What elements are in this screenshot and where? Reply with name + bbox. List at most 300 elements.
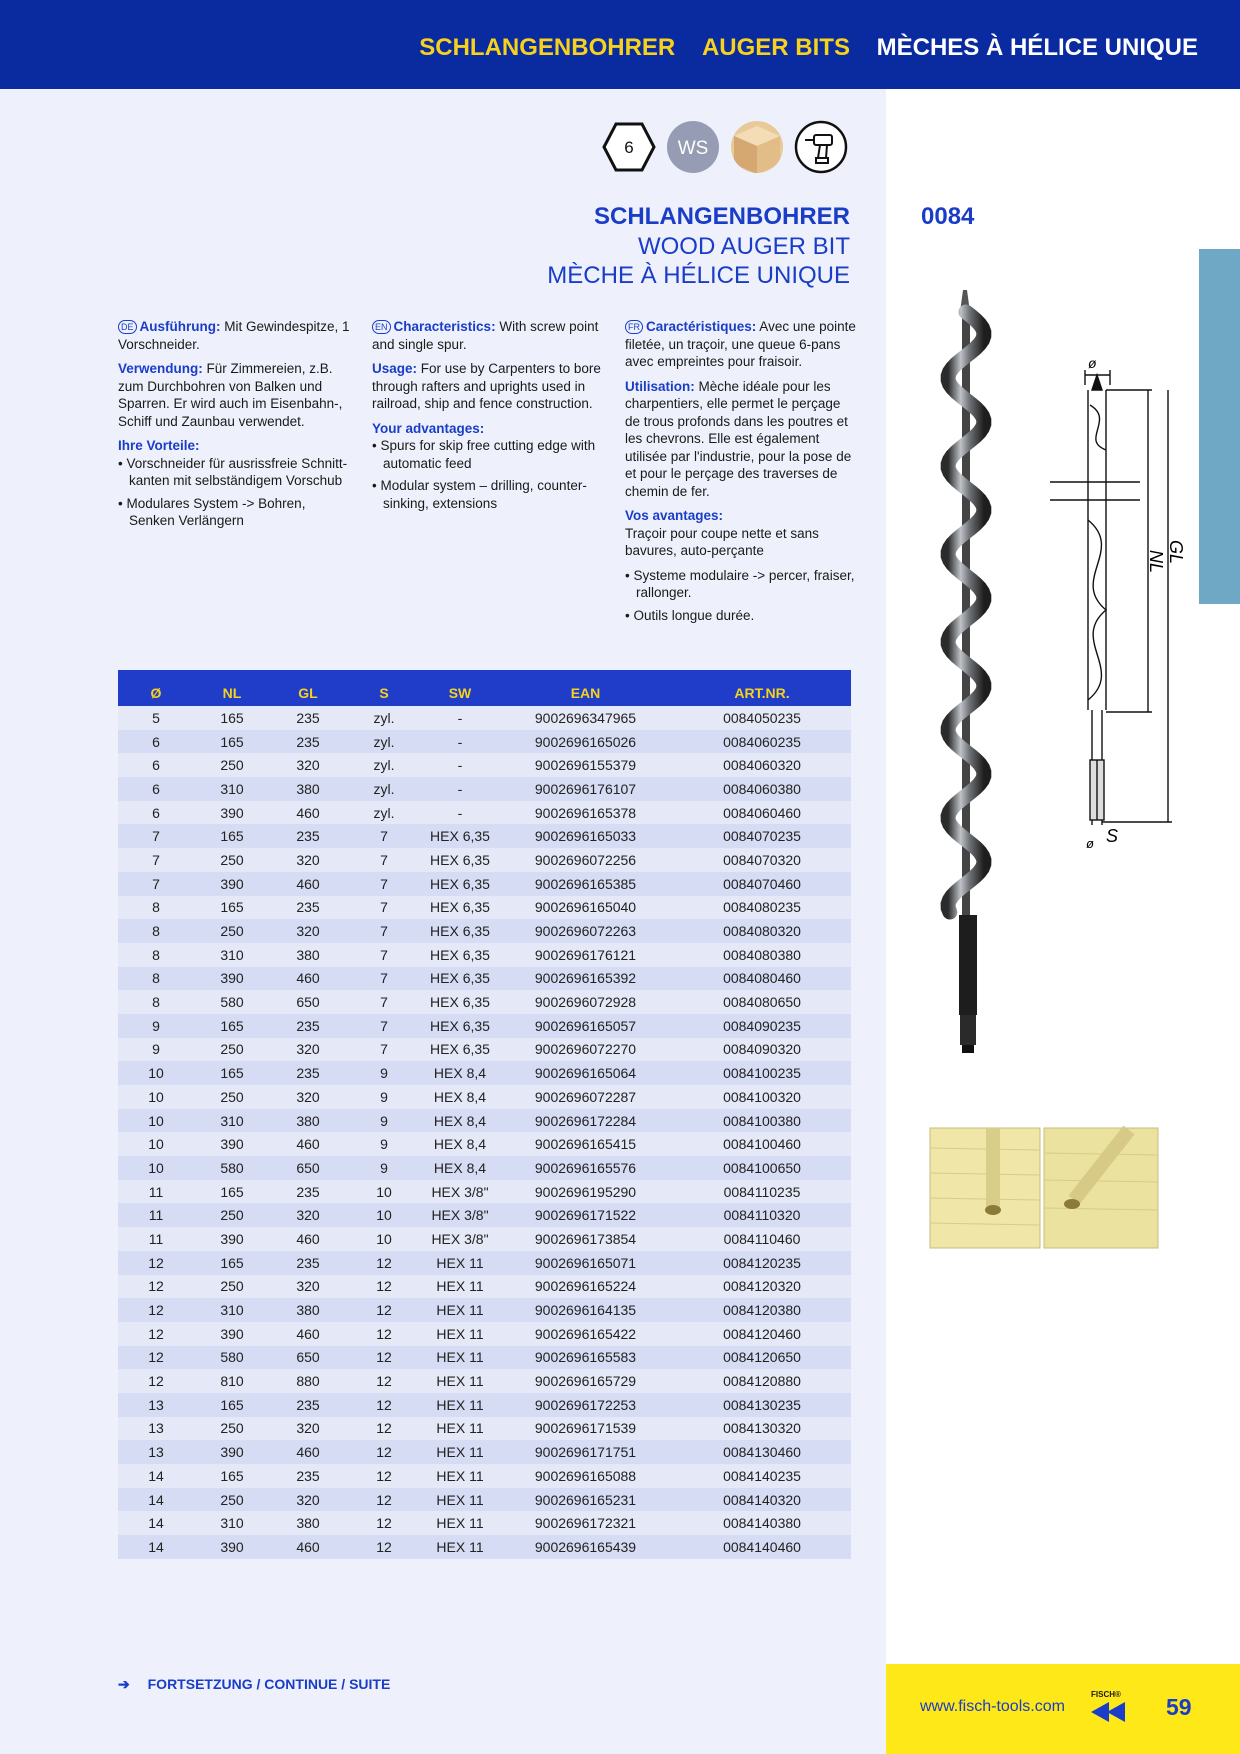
- table-cell: 9002696165057: [498, 1014, 673, 1038]
- table-cell: 0084140460: [673, 1535, 851, 1559]
- auger-bit-image: [940, 290, 1000, 1055]
- table-cell: 0084070235: [673, 824, 851, 848]
- table-cell: 250: [194, 753, 270, 777]
- arrow-right-icon: ➔: [118, 1676, 130, 1692]
- table-cell: 320: [270, 1488, 346, 1512]
- table-row: [118, 1180, 851, 1204]
- table-cell: 9002696165040: [498, 896, 673, 920]
- hex-icon-label: 6: [624, 138, 634, 157]
- table-cell: 0084120235: [673, 1251, 851, 1275]
- table-cell: HEX 8,4: [422, 1132, 498, 1156]
- table-cell: 250: [194, 1203, 270, 1227]
- table-cell: 390: [194, 872, 270, 896]
- table-cell: -: [422, 730, 498, 754]
- table-cell: 320: [270, 1038, 346, 1062]
- table-cell: 0084060235: [673, 730, 851, 754]
- table-cell: 235: [270, 1251, 346, 1275]
- table-cell: zyl.: [346, 777, 422, 801]
- table-cell: 380: [270, 1511, 346, 1535]
- description-de: [118, 318, 350, 537]
- table-cell: 11: [118, 1180, 194, 1204]
- product-title-en: WOOD AUGER BIT: [637, 233, 850, 260]
- table-cell: 0084130235: [673, 1393, 851, 1417]
- table-cell: HEX 6,35: [422, 872, 498, 896]
- table-cell: 580: [194, 990, 270, 1014]
- table-cell: 9002696072928: [498, 990, 673, 1014]
- table-cell: 165: [194, 896, 270, 920]
- table-cell: 5: [118, 706, 194, 730]
- table-cell: 0084120650: [673, 1346, 851, 1370]
- table-cell: HEX 11: [422, 1346, 498, 1370]
- table-cell: HEX 3/8": [422, 1227, 498, 1251]
- ws-material-icon: [666, 120, 720, 174]
- fisch-logo: [1089, 1688, 1127, 1726]
- table-cell: 0084120460: [673, 1322, 851, 1346]
- table-cell: 14: [118, 1511, 194, 1535]
- table-cell: 235: [270, 1393, 346, 1417]
- table-cell: 250: [194, 1488, 270, 1512]
- table-row: [118, 896, 851, 920]
- hex-6-shank-icon: [602, 120, 656, 174]
- table-cell: 165: [194, 1464, 270, 1488]
- table-cell: 0084090320: [673, 1038, 851, 1062]
- table-cell: 7: [346, 967, 422, 991]
- table-cell: 9002696165026: [498, 730, 673, 754]
- drawing-s-label: S: [1106, 826, 1119, 846]
- table-cell: -: [422, 706, 498, 730]
- table-cell: HEX 11: [422, 1369, 498, 1393]
- table-cell: 10: [118, 1109, 194, 1133]
- feature-icons: [602, 120, 848, 176]
- table-cell: 250: [194, 919, 270, 943]
- list-item: • Outils longue durée.: [625, 607, 857, 625]
- table-row: [118, 1369, 851, 1393]
- table-cell: 165: [194, 1014, 270, 1038]
- table-cell: 9002696165378: [498, 801, 673, 825]
- table-row: [118, 1393, 851, 1417]
- table-cell: 9002696072287: [498, 1085, 673, 1109]
- table-cell: 7: [118, 824, 194, 848]
- table-cell: 580: [194, 1156, 270, 1180]
- table-cell: 9002696165576: [498, 1156, 673, 1180]
- table-cell: 0084100320: [673, 1085, 851, 1109]
- table-cell: 165: [194, 730, 270, 754]
- table-cell: HEX 11: [422, 1488, 498, 1512]
- table-cell: 0084080650: [673, 990, 851, 1014]
- table-cell: 880: [270, 1369, 346, 1393]
- de-usage-label: Verwendung:: [118, 361, 203, 376]
- table-cell: -: [422, 801, 498, 825]
- table-cell: 0084060320: [673, 753, 851, 777]
- table-row: [118, 1511, 851, 1535]
- table-cell: HEX 6,35: [422, 943, 498, 967]
- table-cell: 9002696165439: [498, 1535, 673, 1559]
- list-item: • Systeme modulaire -> percer, fraiser, rallonger.: [625, 567, 857, 602]
- description-en: [372, 318, 604, 519]
- table-cell: 390: [194, 967, 270, 991]
- table-row: [118, 1014, 851, 1038]
- table-cell: 14: [118, 1488, 194, 1512]
- fr-usage-label: Utilisation:: [625, 378, 695, 394]
- table-cell: 9002696172284: [498, 1109, 673, 1133]
- product-title: [547, 202, 850, 290]
- table-cell: HEX 11: [422, 1298, 498, 1322]
- table-cell: 460: [270, 967, 346, 991]
- table-cell: 12: [346, 1488, 422, 1512]
- table-cell: 320: [270, 1085, 346, 1109]
- table-header-row: [118, 670, 851, 706]
- side-tab-marker: [1199, 249, 1240, 604]
- table-cell: 380: [270, 1298, 346, 1322]
- col-header: ART.NR.: [673, 670, 851, 706]
- table-row: [118, 1464, 851, 1488]
- table-cell: 580: [194, 1346, 270, 1370]
- table-cell: 13: [118, 1393, 194, 1417]
- table-row: [118, 1038, 851, 1062]
- table-cell: 7: [346, 872, 422, 896]
- table-row: [118, 872, 851, 896]
- table-cell: 250: [194, 1085, 270, 1109]
- table-cell: 165: [194, 1061, 270, 1085]
- drawing-dia-label: ø: [1088, 355, 1097, 371]
- table-cell: 0084100650: [673, 1156, 851, 1180]
- table-row: [118, 1109, 851, 1133]
- table-cell: 0084130460: [673, 1440, 851, 1464]
- table-cell: 165: [194, 824, 270, 848]
- table-row: [118, 824, 851, 848]
- table-cell: 12: [346, 1393, 422, 1417]
- table-cell: 650: [270, 1156, 346, 1180]
- table-cell: 0084070460: [673, 872, 851, 896]
- en-characteristics-text: With screw point and single spur.: [372, 319, 599, 352]
- table-cell: 12: [346, 1322, 422, 1346]
- table-cell: HEX 6,35: [422, 990, 498, 1014]
- table-cell: 6: [118, 730, 194, 754]
- table-cell: 320: [270, 848, 346, 872]
- table-cell: 460: [270, 1535, 346, 1559]
- table-cell: HEX 6,35: [422, 848, 498, 872]
- table-cell: 9: [118, 1014, 194, 1038]
- table-cell: 650: [270, 990, 346, 1014]
- table-cell: 380: [270, 777, 346, 801]
- table-cell: 250: [194, 1275, 270, 1299]
- table-cell: 460: [270, 1132, 346, 1156]
- table-cell: HEX 11: [422, 1464, 498, 1488]
- table-row: [118, 777, 851, 801]
- table-cell: 320: [270, 1275, 346, 1299]
- table-cell: 8: [118, 967, 194, 991]
- table-row: [118, 1203, 851, 1227]
- table-cell: 9002696171522: [498, 1203, 673, 1227]
- table-cell: 320: [270, 1417, 346, 1441]
- table-cell: 7: [346, 943, 422, 967]
- table-cell: 12: [346, 1535, 422, 1559]
- en-usage-label: Usage:: [372, 361, 418, 376]
- header-title-en: AUGER BITS: [701, 34, 850, 61]
- table-cell: 9002696165071: [498, 1251, 673, 1275]
- table-cell: zyl.: [346, 801, 422, 825]
- table-row: [118, 1251, 851, 1275]
- table-cell: 8: [118, 919, 194, 943]
- table-cell: 0084100380: [673, 1109, 851, 1133]
- table-cell: 14: [118, 1535, 194, 1559]
- col-header: GL: [270, 670, 346, 706]
- table-cell: 320: [270, 919, 346, 943]
- table-cell: 9002696165583: [498, 1346, 673, 1370]
- table-cell: 9: [346, 1061, 422, 1085]
- table-body: [118, 706, 851, 1559]
- table-row: [118, 1535, 851, 1559]
- table-cell: zyl.: [346, 753, 422, 777]
- table-cell: 0084110460: [673, 1227, 851, 1251]
- table-cell: 7: [346, 1014, 422, 1038]
- table-cell: 6: [118, 753, 194, 777]
- fr-characteristics-text: Avec une pointe filetée, un traçoir, une queue 6-pans avec empreintes pour fraisoir.: [625, 319, 856, 369]
- table-cell: 7: [346, 919, 422, 943]
- table-cell: 13: [118, 1440, 194, 1464]
- table-cell: 12: [346, 1440, 422, 1464]
- table-cell: 0084140380: [673, 1511, 851, 1535]
- table-cell: 7: [346, 896, 422, 920]
- table-cell: 7: [346, 990, 422, 1014]
- header-titles: [419, 34, 1198, 62]
- table-cell: 250: [194, 1417, 270, 1441]
- table-cell: 380: [270, 1109, 346, 1133]
- table-cell: 12: [346, 1346, 422, 1370]
- table-cell: 390: [194, 1227, 270, 1251]
- table-cell: 12: [346, 1275, 422, 1299]
- table-cell: 10: [346, 1203, 422, 1227]
- table-cell: 9002696165033: [498, 824, 673, 848]
- table-cell: 460: [270, 801, 346, 825]
- table-row: [118, 1346, 851, 1370]
- lang-badge-de: DE: [118, 320, 137, 334]
- table-cell: 9002696072256: [498, 848, 673, 872]
- drawing-dia2-label: ø: [1086, 836, 1094, 851]
- brand-label: FISCH®: [1091, 1690, 1121, 1699]
- website-link[interactable]: www.fisch-tools.com: [920, 1698, 1065, 1715]
- table-cell: 8: [118, 990, 194, 1014]
- table-cell: 0084110320: [673, 1203, 851, 1227]
- table-cell: 235: [270, 824, 346, 848]
- table-row: [118, 801, 851, 825]
- table-cell: 390: [194, 1440, 270, 1464]
- table-row: [118, 730, 851, 754]
- table-cell: 165: [194, 1180, 270, 1204]
- table-cell: 9002696347965: [498, 706, 673, 730]
- table-cell: HEX 6,35: [422, 824, 498, 848]
- table-cell: 9002696176107: [498, 777, 673, 801]
- table-cell: HEX 6,35: [422, 896, 498, 920]
- table-cell: 9: [346, 1132, 422, 1156]
- table-cell: 0084080380: [673, 943, 851, 967]
- table-cell: 9002696072270: [498, 1038, 673, 1062]
- table-cell: 460: [270, 872, 346, 896]
- table-cell: 9002696173854: [498, 1227, 673, 1251]
- col-header: EAN: [498, 670, 673, 706]
- table-cell: 11: [118, 1227, 194, 1251]
- table-cell: 9002696165392: [498, 967, 673, 991]
- table-cell: 235: [270, 706, 346, 730]
- page-number: 59: [1166, 1694, 1192, 1720]
- table-cell: 9002696171751: [498, 1440, 673, 1464]
- table-row: [118, 943, 851, 967]
- table-cell: 9: [346, 1109, 422, 1133]
- table-cell: 320: [270, 1203, 346, 1227]
- table-cell: 235: [270, 1014, 346, 1038]
- table-cell: 9002696195290: [498, 1180, 673, 1204]
- list-item: • Modular system – drilling, counter-sinking, extensions: [372, 477, 604, 512]
- table-cell: -: [422, 777, 498, 801]
- table-cell: 12: [118, 1322, 194, 1346]
- table-cell: 7: [346, 824, 422, 848]
- table-cell: 310: [194, 777, 270, 801]
- table-cell: HEX 11: [422, 1322, 498, 1346]
- wood-material-icon: [730, 120, 784, 174]
- table-cell: 13: [118, 1417, 194, 1441]
- table-cell: HEX 6,35: [422, 967, 498, 991]
- table-cell: 9002696165088: [498, 1464, 673, 1488]
- table-cell: HEX 3/8": [422, 1180, 498, 1204]
- table-cell: 390: [194, 801, 270, 825]
- header-title-fr: MÈCHES À HÉLICE UNIQUE: [876, 34, 1198, 61]
- table-cell: 12: [118, 1298, 194, 1322]
- product-title-de: SCHLANGENBOHRER: [593, 203, 850, 230]
- table-cell: 12: [346, 1417, 422, 1441]
- table-cell: 0084110235: [673, 1180, 851, 1204]
- table-cell: zyl.: [346, 706, 422, 730]
- table-cell: HEX 8,4: [422, 1061, 498, 1085]
- table-cell: 12: [346, 1251, 422, 1275]
- product-title-fr: MÈCHE À HÉLICE UNIQUE: [547, 262, 850, 289]
- table-cell: 10: [118, 1061, 194, 1085]
- continue-label: FORTSETZUNG / CONTINUE / SUITE: [147, 1676, 391, 1692]
- description-fr: [625, 318, 857, 631]
- table-cell: 12: [118, 1275, 194, 1299]
- de-usage-text: Für Zimmereien, z.B. zum Durchbohren von Balken und Sparren. Er wird auch im Eisenbahn-, Schiff und Zaunbau verwendet.: [118, 361, 343, 429]
- table-cell: 0084080460: [673, 967, 851, 991]
- table-cell: 9002696172253: [498, 1393, 673, 1417]
- fr-characteristics-label: Caractéristiques:: [646, 319, 757, 334]
- table-cell: HEX 6,35: [422, 919, 498, 943]
- table-row: [118, 1298, 851, 1322]
- table-row: [118, 1488, 851, 1512]
- table-cell: 0084070320: [673, 848, 851, 872]
- table-cell: 9002696165064: [498, 1061, 673, 1085]
- table-cell: 310: [194, 943, 270, 967]
- table-cell: 9002696072263: [498, 919, 673, 943]
- drawing-gl-label: GL: [1166, 540, 1186, 565]
- table-cell: 9: [118, 1038, 194, 1062]
- table-cell: 810: [194, 1369, 270, 1393]
- table-cell: 0084100235: [673, 1061, 851, 1085]
- table-cell: 10: [118, 1132, 194, 1156]
- table-cell: 0084140235: [673, 1464, 851, 1488]
- table-row: [118, 1156, 851, 1180]
- table-cell: 9002696172321: [498, 1511, 673, 1535]
- table-row: [118, 1085, 851, 1109]
- table-cell: 310: [194, 1511, 270, 1535]
- table-cell: 165: [194, 1393, 270, 1417]
- list-item: • Spurs for skip free cutting edge with automatic feed: [372, 437, 604, 472]
- col-header: Ø: [118, 670, 194, 706]
- table-cell: 8: [118, 943, 194, 967]
- list-item: • Modulares System -> Bohren, Senken Verlängern: [118, 495, 350, 530]
- table-cell: 460: [270, 1440, 346, 1464]
- table-cell: 9002696165231: [498, 1488, 673, 1512]
- table-cell: HEX 11: [422, 1535, 498, 1559]
- lang-badge-fr: FR: [625, 320, 643, 334]
- table-cell: HEX 8,4: [422, 1156, 498, 1180]
- table-row: [118, 753, 851, 777]
- de-characteristics-label: Ausführung:: [139, 319, 221, 334]
- table-cell: 9002696155379: [498, 753, 673, 777]
- table-cell: 10: [346, 1227, 422, 1251]
- table-cell: 0084080235: [673, 896, 851, 920]
- table-row: [118, 1061, 851, 1085]
- table-row: [118, 1322, 851, 1346]
- table-cell: 250: [194, 1038, 270, 1062]
- table-row: [118, 967, 851, 991]
- table-cell: 10: [118, 1156, 194, 1180]
- table-cell: 9: [346, 1085, 422, 1109]
- table-cell: 310: [194, 1109, 270, 1133]
- table-cell: 390: [194, 1322, 270, 1346]
- table-cell: HEX 11: [422, 1251, 498, 1275]
- table-cell: 7: [118, 848, 194, 872]
- table-row: [118, 990, 851, 1014]
- drill-machine-icon: [794, 120, 848, 174]
- table-cell: HEX 11: [422, 1511, 498, 1535]
- table-cell: 6: [118, 801, 194, 825]
- table-cell: HEX 11: [422, 1417, 498, 1441]
- table-cell: 9002696176121: [498, 943, 673, 967]
- table-cell: 9002696165385: [498, 872, 673, 896]
- table-cell: 0084120380: [673, 1298, 851, 1322]
- table-cell: HEX 6,35: [422, 1038, 498, 1062]
- table-cell: 0084130320: [673, 1417, 851, 1441]
- page-header: [0, 0, 1240, 89]
- table-cell: 9002696165415: [498, 1132, 673, 1156]
- ws-icon-label: WS: [677, 138, 709, 159]
- table-cell: 460: [270, 1322, 346, 1346]
- table-cell: 7: [346, 848, 422, 872]
- article-table: [118, 670, 851, 1559]
- table-cell: 390: [194, 1132, 270, 1156]
- table-cell: HEX 11: [422, 1275, 498, 1299]
- table-cell: 235: [270, 1061, 346, 1085]
- table-cell: -: [422, 753, 498, 777]
- table-cell: 380: [270, 943, 346, 967]
- table-cell: 0084060380: [673, 777, 851, 801]
- table-cell: 10: [346, 1180, 422, 1204]
- table-cell: HEX 11: [422, 1393, 498, 1417]
- header-title-de: SCHLANGENBOHRER: [419, 34, 676, 61]
- continue-marker: [118, 1676, 390, 1693]
- table-row: [118, 1132, 851, 1156]
- list-item: • Vorschneider für ausrissfreie Schnitt-kanten mit selbständigem Vorschub: [118, 455, 350, 490]
- col-header: S: [346, 670, 422, 706]
- table-cell: 0084050235: [673, 706, 851, 730]
- product-code: 0084: [921, 203, 975, 230]
- table-cell: 235: [270, 730, 346, 754]
- table-cell: 11: [118, 1203, 194, 1227]
- table-cell: 12: [346, 1369, 422, 1393]
- table-cell: 9002696165422: [498, 1322, 673, 1346]
- table-cell: HEX 3/8": [422, 1203, 498, 1227]
- table-cell: 12: [118, 1251, 194, 1275]
- table-cell: HEX 6,35: [422, 1014, 498, 1038]
